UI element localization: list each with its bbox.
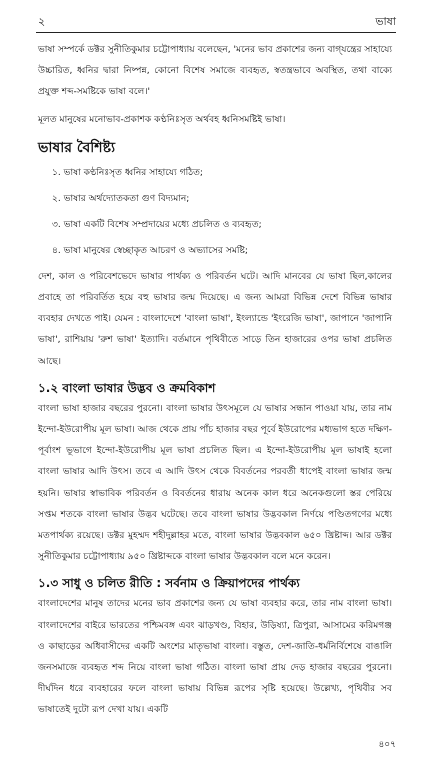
- variation-paragraph: দেশ, কাল ও পরিবেশভেদে ভাষার পার্থক্য ও পরিবর্তন ঘটে। আদি মানবের যে ভাষা ছিল,কালের প্রবাহে তা পরিবর্তিত হয়ে বহু ভাষার জন্ম দিয়েছে। এ জন্য আমরা বিভিন্ন দেশে বিভিন্ন ভাষার ব্যবহার দেখতে পাই। যেমন : বাংলাদেশে 'বাংলা ভাষা', ইংল্যান্ডে 'ইংরেজি ভাষা', জাপানে 'জাপানি ভাষা', রাশিয়ায় 'রুশ ভাষা' ইত্যাদি। বর্তমানে পৃথিবীতে সাড়ে তিন হাজারের ওপর ভাষা প্রচলিত আছে।: [38, 271, 392, 367]
- feature-item-4: ৪. ভাষা মানুষের স্বেচ্ছাকৃত আচরণ ও অভ্যাসের সমষ্টি;: [52, 245, 249, 256]
- feature-item-2: ২. ভাষার অর্থদ্যোতকতা গুণ বিদ্যমান;: [52, 193, 190, 204]
- heading-section-1-3: ১.৩ সাধু ও চলিত রীতি : সর্বনাম ও ক্রিয়াপদের পার্থক্য: [38, 576, 300, 591]
- page-number: ২: [38, 15, 46, 28]
- feature-item-3: ৩. ভাষা একটি বিশেষ সম্প্রদায়ের মধ্যে প্রচলিত ও ব্যবহৃত;: [52, 219, 262, 230]
- page-body: [38, 40, 392, 722]
- heading-features: ভাষার বৈশিষ্ট্য: [38, 139, 116, 156]
- running-title: ভাষা: [375, 15, 396, 28]
- origin-paragraph: বাংলা ভাষা হাজার বছরের পুরনো। বাংলা ভাষার উৎসমূলে যে ভাষার সন্ধান পাওয়া যায়, তার নাম ইন্দো-ইউরোপীয় মূল ভাষা। আজ থেকে প্রায় পাঁচ হাজার বছর পূর্বে ইউরোপের মধ্যভাগ হতে দক্ষিণ-পূর্বাংশ ভূভাগে ইন্দো-ইউরোপীয় মূল ভাষা প্রচলিত ছিল। এ ইন্দো-ইউরোপীয় মূল ভাষাই হলো বাংলা ভাষার আদি উৎস। তবে এ আদি উৎস থেকে বিবর্তনের পরবর্তী ধাপেই বাংলা ভাষার জন্ম হয়নি। ভাষার স্বাভাবিক পরিবর্তন ও বিবর্তনের ধারায় অনেক কাল ধরে অনেকগুলো স্তর পেরিয়ে সপ্তম শতকে বাংলা ভাষার উদ্ভব ঘটেছে। তবে বাংলা ভাষার উদ্ভবকাল নির্ণয়ে পণ্ডিতগণের মধ্যে মতপার্থক্য রয়েছে। ডক্টর মুহম্মদ শহীদুল্লাহর মতে, বাংলা ভাষার উদ্ভবকাল ৬৫০ খ্রিষ্টাব্দ। আর ডক্টর সুনীতিকুমার চট্টোপাধ্যায় ৯৫০ খ্রিষ্টাব্দকে বাংলা ভাষার উদ্ভবকাল বলে মনে করেন।: [38, 403, 392, 563]
- footer-code: ৪০৭: [378, 740, 396, 750]
- heading-section-1-2: ১.২ বাংলা ভাষার উদ্ভব ও ক্রমবিকাশ: [38, 380, 216, 395]
- definition-paragraph: মূলত মানুষের মনোভাব-প্রকাশক কণ্ঠনিঃসৃত অর্থবহ ধ্বনিসমষ্টিই ভাষা।: [38, 114, 286, 125]
- feature-item-1: ১. ভাষা কণ্ঠনিঃসৃত ধ্বনির সাহায্যে গঠিত;: [52, 167, 203, 178]
- sadhu-cholito-paragraph: বাংলাদেশের মানুষ তাদের মনের ভাব প্রকাশের জন্য যে ভাষা ব্যবহার করে, তার নাম বাংলা ভাষা। বাংলাদেশের বাইরে ভারতের পশ্চিমবঙ্গ এবং ঝাড়খণ্ড, বিহার, উড়িষ্যা, ত্রিপুরা, আসামের করিমগঞ্জ ও কাছাড়ের অধিবাসীদের একটি অংশের মাতৃভাষা বাংলা। বস্তুত, দেশ-জাতি-ধর্মনির্বিশেষে বাঙালি জনসমাজে ব্যবহৃত শব্দ নিয়ে বাংলা ভাষা গঠিত। বাংলা ভাষা প্রায় দেড় হাজার বছরের পুরনো। দীর্ঘদিন ধরে ব্যবহারের ফলে বাংলা ভাষায় বিভিন্ন রূপের সৃষ্টি হয়েছে। উল্লেখ্য, পৃথিবীর সব ভাষাতেই দুটো রূপ দেখা যায়। একটি: [38, 599, 392, 716]
- quote-paragraph: ভাষা সম্পর্কে ডক্টর সুনীতিকুমার চট্টোপাধ্যায় বলেছেন, 'মনের ভাব প্রকাশের জন্য বাগ্‌যন্ত্রের সাহায্যে উচ্চারিত, ধ্বনির দ্বারা নিষ্পন্ন, কোনো বিশেষ সমাজে ব্যবহৃত, স্বতন্ত্রভাবে অবস্থিত, তথা বাক্যে প্রযুক্ত শব্দ-সমষ্টিকে ভাষা বলে।': [38, 45, 392, 98]
- header-rule: [36, 32, 396, 33]
